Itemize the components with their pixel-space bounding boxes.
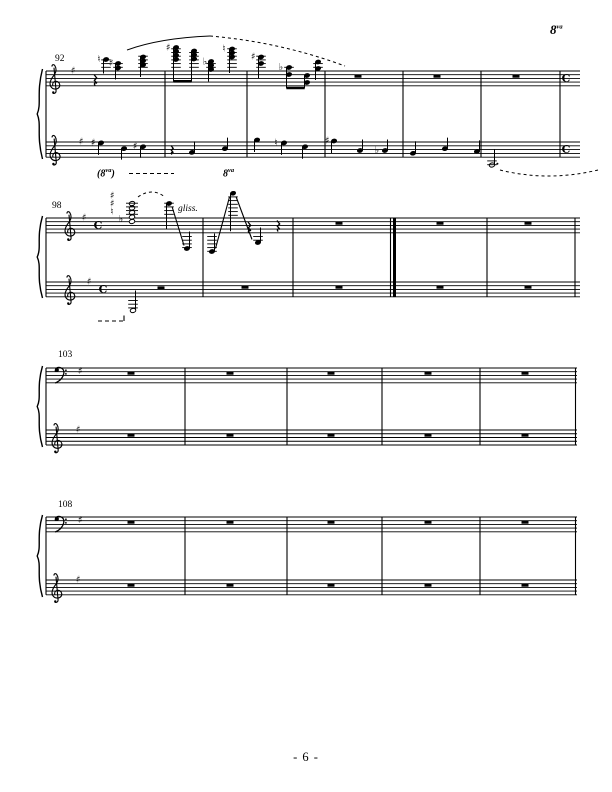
system-brace [37, 69, 42, 159]
treble-clef-icon [52, 574, 62, 603]
whole-rest [437, 286, 444, 289]
measure-number: 103 [58, 350, 73, 360]
ottava-sup: va [556, 23, 563, 31]
whole-rest [425, 434, 432, 437]
time-signature: C [561, 143, 571, 157]
accidental: ♯ [75, 424, 81, 436]
whole-rest [522, 584, 529, 587]
whole-rest [525, 222, 532, 225]
slur [138, 192, 165, 197]
clef-dot [65, 518, 67, 520]
measure-number: 98 [52, 201, 62, 211]
whole-rest [227, 584, 234, 587]
whole-rest [355, 75, 362, 78]
accidental: ♯ [70, 65, 76, 77]
ottava-alta-continuation [550, 22, 563, 38]
note [129, 205, 135, 210]
whole-rest [336, 222, 343, 225]
whole-rest [128, 372, 135, 375]
system-brace [37, 515, 42, 597]
whole-rest [434, 75, 441, 78]
glissando-line [216, 197, 230, 249]
whole-rest [522, 372, 529, 375]
whole-rest [336, 286, 343, 289]
whole-rest [328, 434, 335, 437]
ottava-text: 8 [550, 22, 557, 37]
system-brace [37, 366, 42, 447]
ottava-bassa-label-2 [223, 167, 234, 179]
accidental: ♯ [90, 137, 96, 149]
ottava-text: (8 [97, 168, 106, 180]
accidental: ♭ [202, 56, 208, 68]
measure-number: 108 [58, 500, 73, 510]
accidental: ♯ [250, 51, 256, 63]
whole-rest [525, 286, 532, 289]
whole-rest [128, 521, 135, 524]
time-signature: C [98, 282, 108, 296]
time-signature: C [93, 218, 103, 232]
ottava-sup: va [105, 167, 112, 174]
ottava-text: ) [111, 168, 115, 180]
accidental: ♯ [77, 366, 83, 378]
accidental: ♯ [324, 135, 330, 147]
treble-clef-icon [50, 65, 60, 94]
accidental: ♭ [118, 214, 124, 225]
note [129, 214, 135, 219]
accidental: ♯ [81, 212, 87, 224]
clef-dot [65, 522, 67, 524]
page-number: - 6 - [293, 750, 319, 764]
clef-dot [52, 163, 54, 165]
whole-rest [128, 434, 135, 437]
half-rest [158, 286, 165, 289]
clef-dot [54, 450, 56, 452]
ottava-sup: va [228, 167, 235, 174]
whole-rest [425, 521, 432, 524]
accidental: ♯ [132, 141, 138, 153]
time-signature: C [561, 71, 571, 85]
accidental: ♯ [109, 190, 115, 202]
treble-clef-icon [50, 135, 60, 165]
accidental: ♯ [109, 198, 115, 210]
accidental: ♯ [86, 276, 92, 288]
whole-rest [328, 584, 335, 587]
clef-dot [67, 238, 69, 240]
whole-rest [513, 75, 520, 78]
whole-rest [128, 584, 135, 587]
accidental: ♯ [75, 574, 81, 586]
whole-rest [242, 286, 249, 289]
treble-clef-icon [65, 276, 75, 305]
clef-dot [67, 302, 69, 304]
accidental: ♮ [222, 43, 226, 55]
glissando-label: gliss. [178, 204, 198, 214]
whole-rest [227, 521, 234, 524]
accidental: ♮ [274, 137, 278, 149]
accidental: ♭ [278, 62, 284, 73]
accidental: ♭ [374, 145, 380, 156]
accidental: ♯ [77, 515, 83, 527]
note [129, 219, 135, 224]
accidental: ♯ [165, 42, 171, 54]
tie [500, 170, 598, 176]
whole-rest [328, 521, 335, 524]
clef-dot [65, 369, 67, 371]
whole-rest [437, 222, 444, 225]
whole-rest [227, 372, 234, 375]
accidental: ♯ [78, 136, 84, 148]
treble-clef-icon [52, 424, 62, 453]
accidental: ♯ [108, 58, 114, 69]
whole-rest [227, 434, 234, 437]
ottava-bassa-label [97, 167, 115, 179]
measure-number: 92 [55, 54, 65, 64]
system-brace [37, 216, 42, 298]
whole-rest [425, 372, 432, 375]
whole-rest [328, 372, 335, 375]
accidental: ♮ [110, 206, 114, 218]
treble-clef-icon [65, 212, 75, 241]
clef-dot [52, 91, 54, 93]
whole-rest [425, 584, 432, 587]
ottava-text: 8 [223, 168, 228, 180]
whole-rest [522, 521, 529, 524]
accidental: ♮ [97, 54, 101, 65]
clef-dot [65, 373, 67, 375]
quarter-rest [94, 75, 97, 86]
whole-rest [522, 434, 529, 437]
clef-dot [54, 600, 56, 602]
